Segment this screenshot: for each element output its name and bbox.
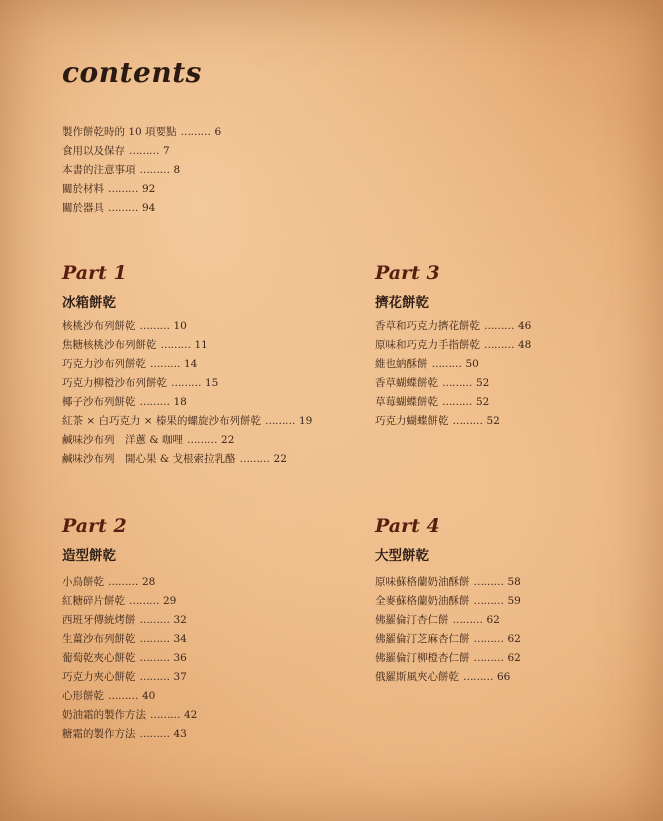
leader-dots: ……… xyxy=(452,415,483,427)
toc-entry[interactable] xyxy=(62,355,312,374)
toc-page: 29 xyxy=(163,595,177,607)
toc-entry[interactable] xyxy=(62,431,312,450)
leader-dots: ……… xyxy=(139,652,170,664)
leader-dots: ……… xyxy=(187,434,218,446)
toc-page: 59 xyxy=(507,595,521,607)
toc-label: 紅茶 × 白巧克力 × 榛果的螺旋沙布列餅乾 xyxy=(62,415,261,427)
toc-page: 19 xyxy=(298,415,313,427)
toc-label: 生薑沙布列餅乾 xyxy=(62,633,136,645)
toc-label: 關於材料 xyxy=(62,183,104,195)
leader-dots: ……… xyxy=(442,396,472,408)
leader-dots: ……… xyxy=(139,633,170,645)
part-3-heading: Part 3 xyxy=(375,262,440,284)
toc-entry[interactable] xyxy=(62,630,197,649)
toc-label: 糖霜的製作方法 xyxy=(62,728,136,740)
part-3-subtitle: 擠花餅乾 xyxy=(375,295,429,311)
leader-dots: ……… xyxy=(463,671,493,683)
leader-dots: ……… xyxy=(108,690,138,702)
toc-entry[interactable] xyxy=(375,573,521,592)
toc-entry[interactable] xyxy=(375,355,531,374)
toc-entry[interactable] xyxy=(62,611,197,630)
toc-page: 8 xyxy=(173,164,181,176)
toc-label: 草莓蝴蝶餅乾 xyxy=(375,396,438,408)
toc-page: 62 xyxy=(507,633,521,645)
toc-page: 92 xyxy=(142,183,156,195)
toc-page: 6 xyxy=(214,126,222,138)
toc-page: 34 xyxy=(173,633,187,645)
toc-label: 核桃沙布列餅乾 xyxy=(62,320,136,332)
toc-entry[interactable] xyxy=(375,317,531,336)
toc-label: 香草蝴蝶餅乾 xyxy=(375,377,438,389)
toc-label: 巧克力沙布列餅乾 xyxy=(62,358,146,370)
toc-entry[interactable] xyxy=(375,374,531,393)
toc-label: 佛羅倫汀杏仁餅 xyxy=(375,614,449,626)
toc-page: 11 xyxy=(194,339,208,351)
toc-entry[interactable] xyxy=(375,592,521,611)
toc-entry[interactable] xyxy=(62,374,312,393)
toc-entry[interactable] xyxy=(62,123,221,142)
toc-label: 本書的注意事項 xyxy=(62,164,136,176)
leader-dots: ……… xyxy=(108,576,138,588)
part-4-subtitle: 大型餅乾 xyxy=(375,548,429,564)
toc-page: 62 xyxy=(507,652,521,664)
toc-entry[interactable] xyxy=(62,649,197,668)
toc-entry[interactable] xyxy=(62,336,312,355)
toc-page: 36 xyxy=(173,652,187,664)
toc-label: 鹹味沙布列 開心果 & 戈根索拉乳酪 xyxy=(62,453,236,465)
part-2-list xyxy=(62,573,197,744)
toc-label: 鹹味沙布列 洋蔥 & 咖哩 xyxy=(62,434,184,446)
leader-dots: ……… xyxy=(239,453,270,465)
toc-page: 52 xyxy=(486,415,500,427)
toc-page: 50 xyxy=(465,358,479,370)
toc-page: 94 xyxy=(142,202,156,214)
toc-label: 巧克力蝴蝶餅乾 xyxy=(375,415,449,427)
leader-dots: ……… xyxy=(139,396,170,408)
toc-entry[interactable] xyxy=(375,649,521,668)
toc-page: 7 xyxy=(163,145,170,157)
toc-label: 佛羅倫汀柳橙杏仁餅 xyxy=(375,652,470,664)
toc-entry[interactable] xyxy=(375,611,521,630)
toc-label: 小鳥餅乾 xyxy=(62,576,104,588)
toc-label: 心形餅乾 xyxy=(62,690,104,702)
toc-entry[interactable] xyxy=(62,393,312,412)
toc-entry[interactable] xyxy=(62,573,197,592)
toc-label: 奶油霜的製作方法 xyxy=(62,709,146,721)
leader-dots: ……… xyxy=(442,377,472,389)
toc-page: 42 xyxy=(184,709,198,721)
leader-dots: ……… xyxy=(171,377,201,389)
leader-dots: ……… xyxy=(452,614,483,626)
leader-dots: ……… xyxy=(264,415,295,427)
toc-entry[interactable] xyxy=(62,161,221,180)
toc-page: 32 xyxy=(173,614,187,626)
leader-dots: ……… xyxy=(473,652,504,664)
intro-list xyxy=(62,123,221,218)
part-3-list xyxy=(375,317,531,431)
toc-page: 18 xyxy=(173,396,187,408)
toc-entry[interactable] xyxy=(375,336,531,355)
leader-dots: ……… xyxy=(139,671,170,683)
leader-dots: ……… xyxy=(150,358,180,370)
toc-label: 原味蘇格蘭奶油酥餅 xyxy=(375,576,470,588)
toc-page: 10 xyxy=(173,320,187,332)
leader-dots: ……… xyxy=(108,202,138,214)
part-1-heading: Part 1 xyxy=(62,262,127,284)
toc-page: 66 xyxy=(497,671,511,683)
toc-page: 43 xyxy=(173,728,187,740)
toc-entry[interactable] xyxy=(375,393,531,412)
toc-label: 製作餅乾時的 10 項要點 xyxy=(62,126,177,138)
toc-page: 52 xyxy=(476,396,490,408)
toc-label: 俄羅斯風夾心餅乾 xyxy=(375,671,459,683)
leader-dots: ……… xyxy=(108,183,138,195)
toc-entry[interactable] xyxy=(62,199,221,218)
toc-label: 椰子沙布列餅乾 xyxy=(62,396,136,408)
toc-label: 巧克力柳橙沙布列餅乾 xyxy=(62,377,167,389)
toc-entry[interactable] xyxy=(62,450,312,469)
toc-page: 58 xyxy=(507,576,521,588)
leader-dots: ……… xyxy=(129,595,159,607)
toc-page: 48 xyxy=(518,339,532,351)
leader-dots: ……… xyxy=(473,633,504,645)
leader-dots: ……… xyxy=(139,728,170,740)
leader-dots: ……… xyxy=(431,358,462,370)
toc-label: 全麥蘇格蘭奶油酥餅 xyxy=(375,595,470,607)
leader-dots: ……… xyxy=(160,339,191,351)
toc-entry[interactable] xyxy=(375,412,531,431)
toc-entry[interactable] xyxy=(375,630,521,649)
toc-label: 關於器具 xyxy=(62,202,104,214)
leader-dots: ……… xyxy=(484,339,514,351)
toc-page: 46 xyxy=(518,320,532,332)
part-2-subtitle: 造型餅乾 xyxy=(62,548,116,564)
leader-dots: ……… xyxy=(139,164,170,176)
toc-entry[interactable] xyxy=(62,668,197,687)
toc-entry[interactable] xyxy=(62,706,197,725)
toc-entry[interactable] xyxy=(62,180,221,199)
leader-dots: ……… xyxy=(473,576,504,588)
toc-label: 原味和巧克力手指餅乾 xyxy=(375,339,480,351)
toc-label: 葡萄乾夾心餅乾 xyxy=(62,652,136,664)
leader-dots: ……… xyxy=(473,595,504,607)
toc-entry[interactable] xyxy=(62,142,221,161)
page-title: contents xyxy=(62,56,202,89)
part-2-heading: Part 2 xyxy=(62,515,127,537)
toc-label: 巧克力夾心餅乾 xyxy=(62,671,136,683)
leader-dots: ……… xyxy=(129,145,159,157)
part-1-subtitle: 冰箱餅乾 xyxy=(62,295,116,311)
toc-label: 紅糖碎片餅乾 xyxy=(62,595,125,607)
toc-page: 22 xyxy=(273,453,287,465)
toc-entry[interactable] xyxy=(62,412,312,431)
toc-label: 食用以及保存 xyxy=(62,145,125,157)
toc-label: 維也納酥餅 xyxy=(375,358,428,370)
part-1-list xyxy=(62,317,312,469)
leader-dots: ……… xyxy=(180,126,211,138)
toc-page: 28 xyxy=(142,576,156,588)
toc-page: 40 xyxy=(142,690,156,702)
part-4-list xyxy=(375,573,521,687)
leader-dots: ……… xyxy=(484,320,514,332)
toc-entry[interactable] xyxy=(62,687,197,706)
toc-label: 焦糖核桃沙布列餅乾 xyxy=(62,339,157,351)
leader-dots: ……… xyxy=(139,614,170,626)
toc-label: 西班牙傳統烤餅 xyxy=(62,614,136,626)
toc-page: 37 xyxy=(173,671,187,683)
toc-label: 佛羅倫汀芝麻杏仁餅 xyxy=(375,633,470,645)
toc-page: 14 xyxy=(184,358,198,370)
toc-entry[interactable] xyxy=(62,592,197,611)
toc-entry[interactable] xyxy=(62,317,312,336)
leader-dots: ……… xyxy=(139,320,170,332)
toc-page: 22 xyxy=(221,434,235,446)
toc-page: 62 xyxy=(486,614,500,626)
leader-dots: ……… xyxy=(150,709,180,721)
toc-page: 15 xyxy=(205,377,219,389)
part-4-heading: Part 4 xyxy=(375,515,440,537)
toc-entry[interactable] xyxy=(375,668,521,687)
toc-page: 52 xyxy=(476,377,490,389)
toc-label: 香草和巧克力擠花餅乾 xyxy=(375,320,480,332)
toc-entry[interactable] xyxy=(62,725,197,744)
